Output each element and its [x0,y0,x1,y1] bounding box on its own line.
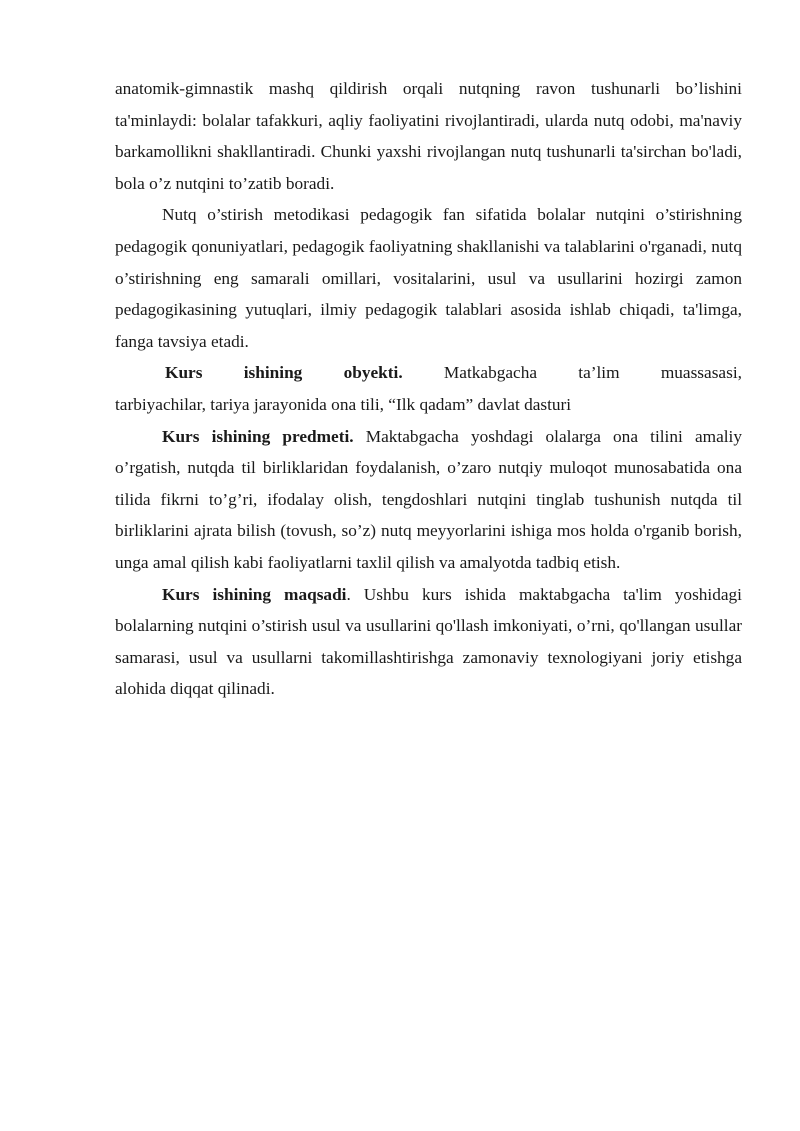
paragraph-1: anatomik-gimnastik mashq qildirish orqali nutqning ravon tushunarli bo’lishini ta'minlaydi: bolalar tafakkuri, aqliy faoliyatini rivojlantiradi, ularda nutq odobi, ma'naviy barkamollikni shakllantiradi. Chunki yaxshi rivojlangan nutq tushunarli ta'sirchan bo'ladi, bola o’z nutqini to’zatib boradi. [115,79,742,193]
talim-word: ta’lim [578,363,620,383]
maqsadi-text: . Ushbu kurs ishida maktabgacha ta'lim yoshidagi bolalarning nutqini o’stirish usul va usullarini qo'llash imkoniyati, o’rni, qo'llangan usullar samarasi, usul va usullarni takomillashtirishga zamonaviy texnologiyani joriy etishga alohida diqqat qilinadi. [115,584,742,699]
paragraph-3-line-2: tarbiyachilar, tariya jarayonida ona tili, “Ilk qadam” davlat dasturi [115,394,572,414]
matkabgacha-word: Matkabgacha [443,363,538,383]
paragraph-4 [115,421,742,579]
paragraph-3 [115,357,742,420]
maqsadi-heading: Kurs ishining maqsadi [162,584,347,604]
predmeti-text: Maktabgacha yoshdagi olalarga ona tilini amaliy o’rgatish, nutqda til birliklaridan foydalanish, o’zaro nutqiy muloqot munosabatida ona tilida fikrni to’g’ri, ifodalay olish, tengdoshlari nutqini tinglab tushunish nutqda til birliklarini ajrata bilish (tovush, so’z) nutq meyyorlarini ishiga mos holda o'rganib borish, unga amal qilish kabi faoliyatlarni taxlil qilish va amalyotda tadbiq etish. [115,426,742,572]
document-body [115,73,742,705]
predmeti-heading: Kurs ishining predmeti. [162,426,354,446]
paragraph-2: Nutq o’stirish metodikasi pedagogik fan sifatida bolalar nutqini o’stirishning pedagogik qonuniyatlari, pedagogik faoliyatning shakllanishi va talablarini o'rganadi, nutq o’stirishning eng samarali omillari, vositalarini, usul va usullarini hozirgi zamon pedagogikasining yutuqlari, ilmiy pedagogik talablari asosida ishlab chiqadi, ta'limga, fanga tavsiya etadi. [115,205,742,351]
muassasasi-word: muassasasi, [660,363,742,383]
paragraph-5 [115,579,742,705]
kurs-word: Kurs [165,363,203,383]
obyekti-heading: obyekti. [343,363,403,383]
ishining-word: ishining [243,363,303,383]
paragraph-3-line-1 [115,357,742,389]
